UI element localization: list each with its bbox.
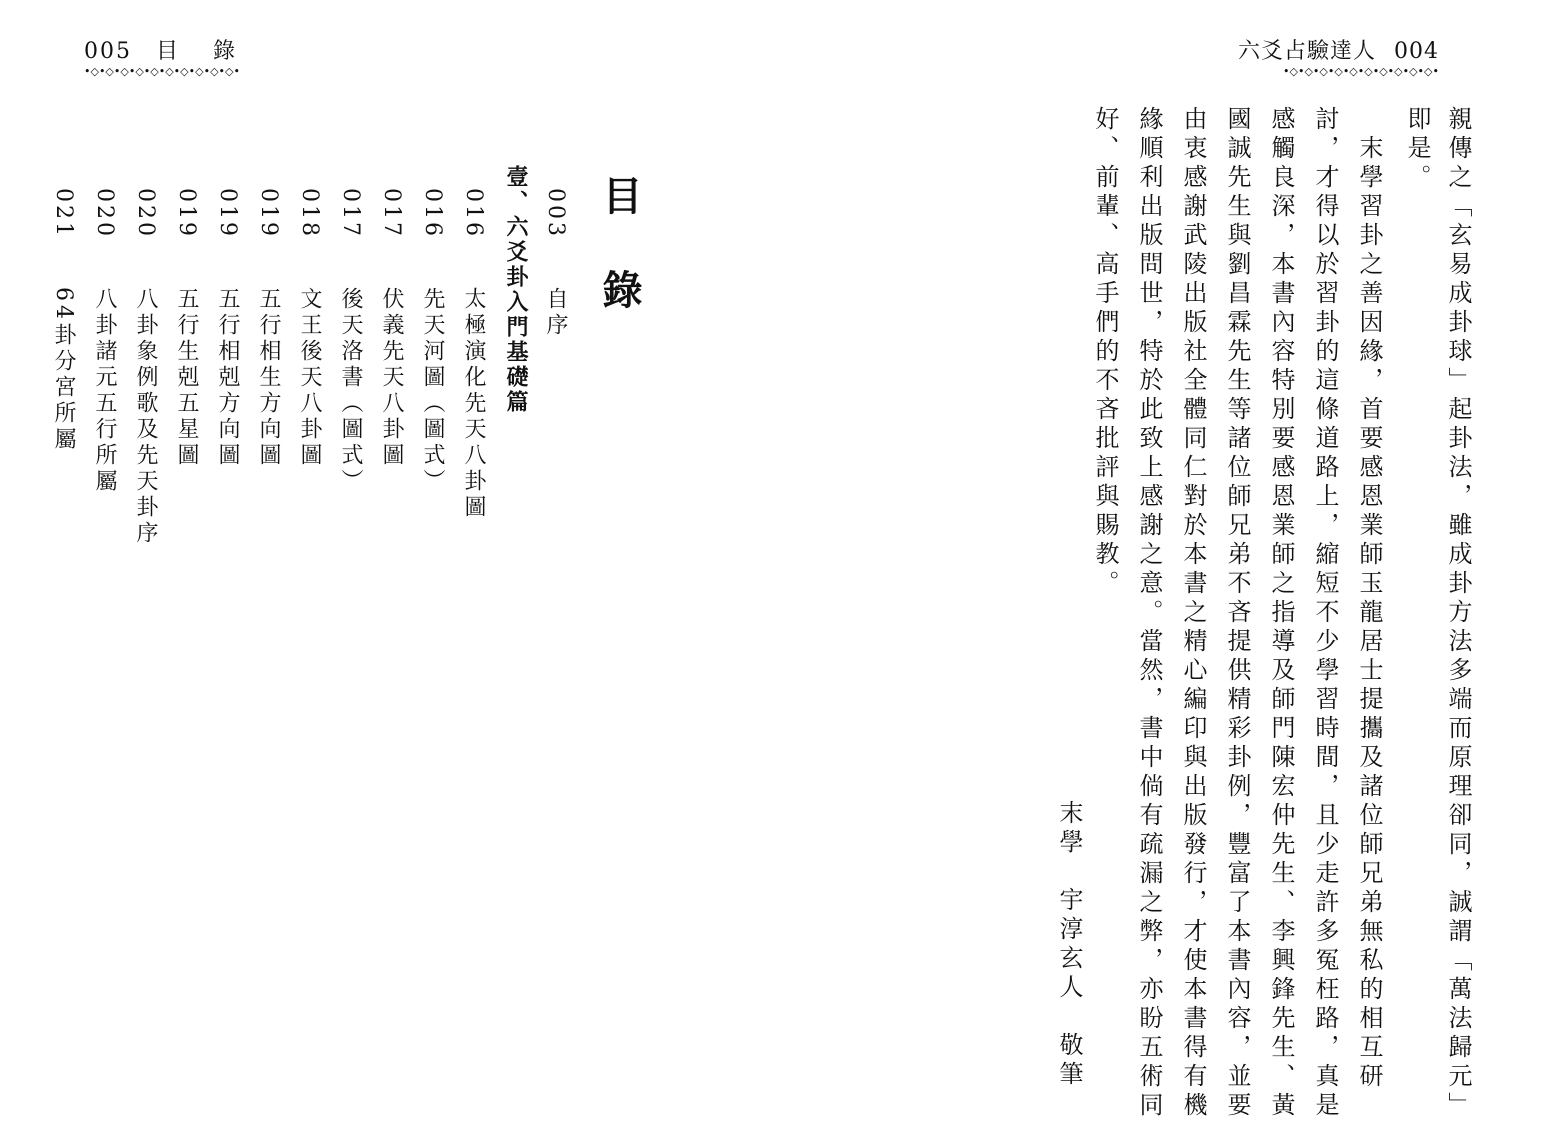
left-page-header	[84, 34, 249, 77]
toc-entry-page: 016	[420, 188, 445, 239]
preface-signature: 末學 宇淳玄人 敬筆	[1055, 800, 1083, 1090]
toc-entry-page: 019	[256, 188, 281, 239]
left-page-title: 目 錄	[156, 39, 249, 64]
header-ornament-left: •◇•◇•◇•◇•◇•◇•◇•◇•◇•◇•	[84, 65, 240, 78]
toc-entry-label: 五行相生方向圖	[256, 287, 281, 469]
toc-entry-page: 018	[297, 188, 322, 239]
preface-column: 即是。	[1403, 106, 1431, 193]
toc-entry[interactable]	[417, 188, 448, 495]
toc-entry-label: 後天洛書（圖式）	[338, 287, 363, 495]
right-page-number: 004	[1394, 39, 1439, 64]
toc-section-heading[interactable]: 壹、六爻卦入門基礎篇	[503, 165, 528, 415]
toc-entry-label: 文王後天八卦圖	[297, 287, 322, 469]
toc-title: 目錄	[596, 175, 642, 363]
toc-entry-label: 八卦象例歌及先天卦序	[133, 287, 158, 547]
preface-column: 好、前輩、高手們的不吝批評與賜教。	[1091, 106, 1119, 599]
toc-entry-page: 003	[543, 188, 568, 239]
toc-entry-label: 先天河圖（圖式）	[420, 287, 445, 495]
toc-entry[interactable]	[458, 188, 489, 521]
toc-entry-page: 019	[215, 188, 240, 239]
toc-entry[interactable]	[294, 188, 325, 469]
book-title: 六爻占驗達人	[1237, 39, 1376, 64]
toc-entry[interactable]	[540, 188, 571, 339]
toc-entry-page: 017	[379, 188, 404, 239]
preface-column: 感觸良深，本書內容特別要感恩業師之指導及師門陳宏仲先生、李興鋒先生、黃	[1267, 106, 1295, 1121]
toc-entry[interactable]	[253, 188, 284, 469]
toc-entry-page: 019	[174, 188, 199, 239]
toc-entry-label: 五行相剋方向圖	[215, 287, 240, 469]
toc-entry-page: 020	[133, 188, 158, 239]
toc-entry[interactable]	[171, 188, 202, 469]
preface-column: 親傳之「玄易成卦球」起卦法，雖成卦方法多端而原理卻同，誠謂「萬法歸元」	[1444, 106, 1472, 1121]
preface-column: 由衷感謝武陵出版社全體同仁對於本書之精心編印與出版發行，才使本書得有機	[1179, 106, 1207, 1121]
toc-entry-page: 021	[51, 188, 76, 239]
preface-column: 緣順利出版問世，特於此致上感謝之意。當然，書中倘有疏漏之弊，亦盼五術同	[1135, 106, 1163, 1121]
toc-entry-page: 017	[338, 188, 363, 239]
toc-entry[interactable]	[335, 188, 366, 495]
toc-entry[interactable]	[48, 188, 79, 453]
left-page-number: 005	[84, 39, 132, 64]
toc-entry-page: 020	[92, 188, 117, 239]
toc-entry-label: 太極演化先天八卦圖	[461, 287, 486, 521]
toc-entry[interactable]	[376, 188, 407, 469]
toc-entry[interactable]	[212, 188, 243, 469]
header-ornament-right: •◇•◇•◇•◇•◇•◇•◇•◇•◇•◇•	[1283, 65, 1439, 78]
toc-entry-label: 五行生剋五星圖	[174, 287, 199, 469]
toc-entry-label: 64卦分宮所屬	[51, 287, 76, 453]
toc-entry[interactable]	[89, 188, 120, 495]
toc-entry-label: 伏義先天八卦圖	[379, 287, 404, 469]
toc-entry-label: 八卦諸元五行所屬	[92, 287, 117, 495]
toc-entry-page: 016	[461, 188, 486, 239]
preface-column: 末學習卦之善因緣，首要感恩業師玉龍居士提攜及諸位師兄弟無私的相互研	[1355, 106, 1383, 1092]
toc-entry[interactable]	[130, 188, 161, 547]
right-page-header	[1238, 34, 1439, 77]
toc-entry-label: 自序	[543, 287, 568, 339]
preface-column: 討，才得以於習卦的這條道路上，縮短不少學習時間，且少走許多冤枉路，真是	[1311, 106, 1339, 1121]
preface-column: 國誠先生與劉昌霖先生等諸位師兄弟不吝提供精彩卦例，豐富了本書內容，並要	[1223, 106, 1251, 1121]
